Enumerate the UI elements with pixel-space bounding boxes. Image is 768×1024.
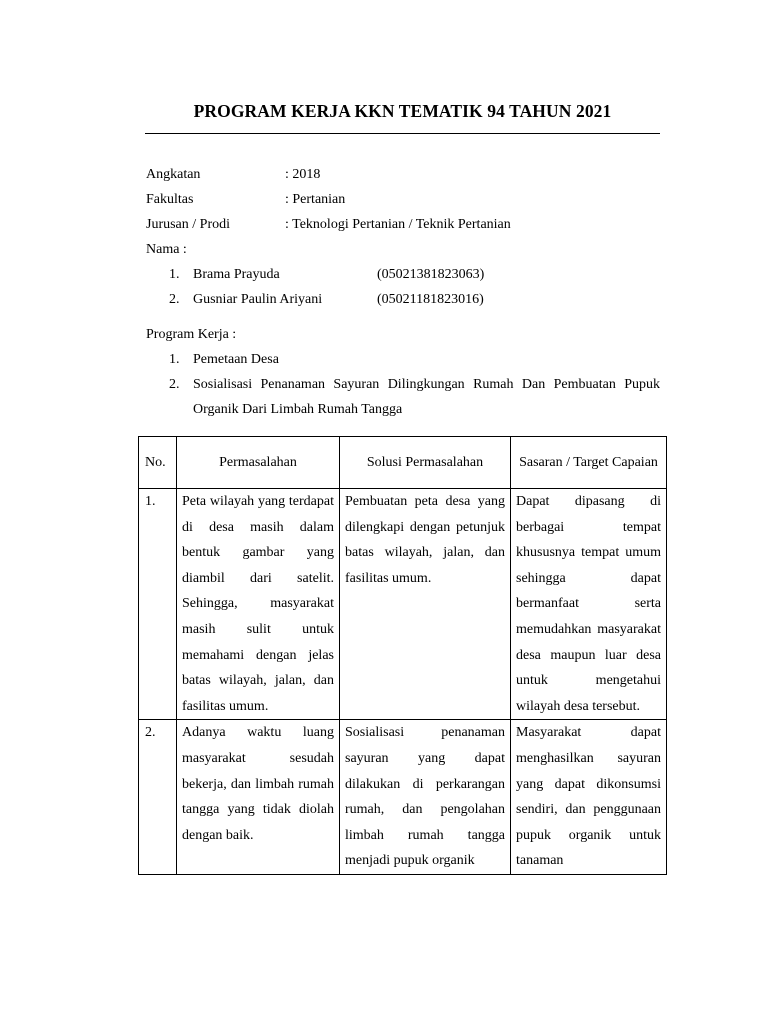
permasalahan-cell: Adanya waktu luang masyarakat sesudah bekerja, dan limbah rumah tangga yang tidak diolah dengan baik. — [177, 720, 340, 875]
member-id: (05021181823016) — [377, 292, 484, 307]
identity-section — [146, 162, 666, 312]
member-item — [146, 287, 666, 312]
sasaran-cell: Masyarakat dapat menghasilkan sayuran yang dapat dikonsumsi sendiri, dan penggunaan pupuk organik untuk tanaman — [511, 720, 667, 875]
header-no: No. — [139, 437, 177, 489]
program-item-number: 2. — [169, 377, 180, 392]
header-solusi: Solusi Permasalahan — [340, 437, 511, 489]
header-sasaran: Sasaran / Target Capaian — [511, 437, 667, 489]
sasaran-cell: Dapat dipasang di berbagai tempat khususnya tempat umum sehingga dapat bermanfaat serta memudahkan masyarakat desa maupun luar desa untuk mengetahui wilayah desa tersebut. — [511, 489, 667, 720]
nama-row — [146, 237, 666, 262]
permasalahan-cell: Peta wilayah yang terdapat di desa masih dalam bentuk gambar yang diambil dari satelit. Sehingga, masyarakat masih sulit untuk memahami dengan jelas batas wilayah, jalan, dan fasilitas umum. — [177, 489, 340, 720]
angkatan-label: Angkatan — [146, 167, 201, 182]
member-name: Brama Prayuda — [193, 267, 280, 282]
table-row — [139, 489, 667, 720]
jurusan-label: Jurusan / Prodi — [146, 217, 230, 232]
member-number: 1. — [169, 267, 180, 282]
document-title: PROGRAM KERJA KKN TEMATIK 94 TAHUN 2021 — [193, 101, 612, 121]
member-id: (05021381823063) — [377, 267, 485, 282]
fakultas-row — [146, 187, 666, 212]
program-item — [146, 372, 660, 422]
solusi-cell: Sosialisasi penanaman sayuran yang dapat dilakukan di perkarangan rumah, dan pengolahan limbah rumah tangga menjadi pupuk organik — [340, 720, 511, 875]
fakultas-label: Fakultas — [146, 192, 194, 207]
program-label-row — [146, 322, 660, 347]
member-item — [146, 262, 666, 287]
member-name: Gusniar Paulin Ariyani — [193, 292, 323, 307]
program-item-text: Pemetaan Desa — [193, 352, 279, 367]
row-number: 2. — [139, 720, 177, 875]
jurusan-row — [146, 212, 666, 237]
jurusan-value: : Teknologi Pertanian / Teknik Pertanian — [285, 217, 511, 232]
angkatan-row — [146, 162, 666, 187]
table-header-row — [139, 437, 667, 489]
solusi-cell: Pembuatan peta desa yang dilengkapi dengan petunjuk batas wilayah, jalan, dan fasilitas umum. — [340, 489, 511, 720]
program-item — [146, 347, 660, 372]
program-label: Program Kerja : — [146, 327, 237, 342]
header-permasalahan: Permasalahan — [177, 437, 340, 489]
program-section — [146, 322, 660, 422]
fakultas-value: : Pertanian — [285, 192, 346, 207]
program-item-text: Sosialisasi Penanaman Sayuran Dilingkungan Rumah Dan Pembuatan Pupuk Organik Dari Limbah Rumah Tangga — [193, 377, 660, 417]
row-number: 1. — [139, 489, 177, 720]
title-underline — [145, 133, 660, 134]
nama-label: Nama : — [146, 242, 187, 257]
work-program-table — [138, 436, 667, 875]
program-item-number: 1. — [169, 352, 180, 367]
angkatan-value: : 2018 — [285, 167, 321, 182]
table-row — [139, 720, 667, 875]
member-number: 2. — [169, 292, 180, 307]
